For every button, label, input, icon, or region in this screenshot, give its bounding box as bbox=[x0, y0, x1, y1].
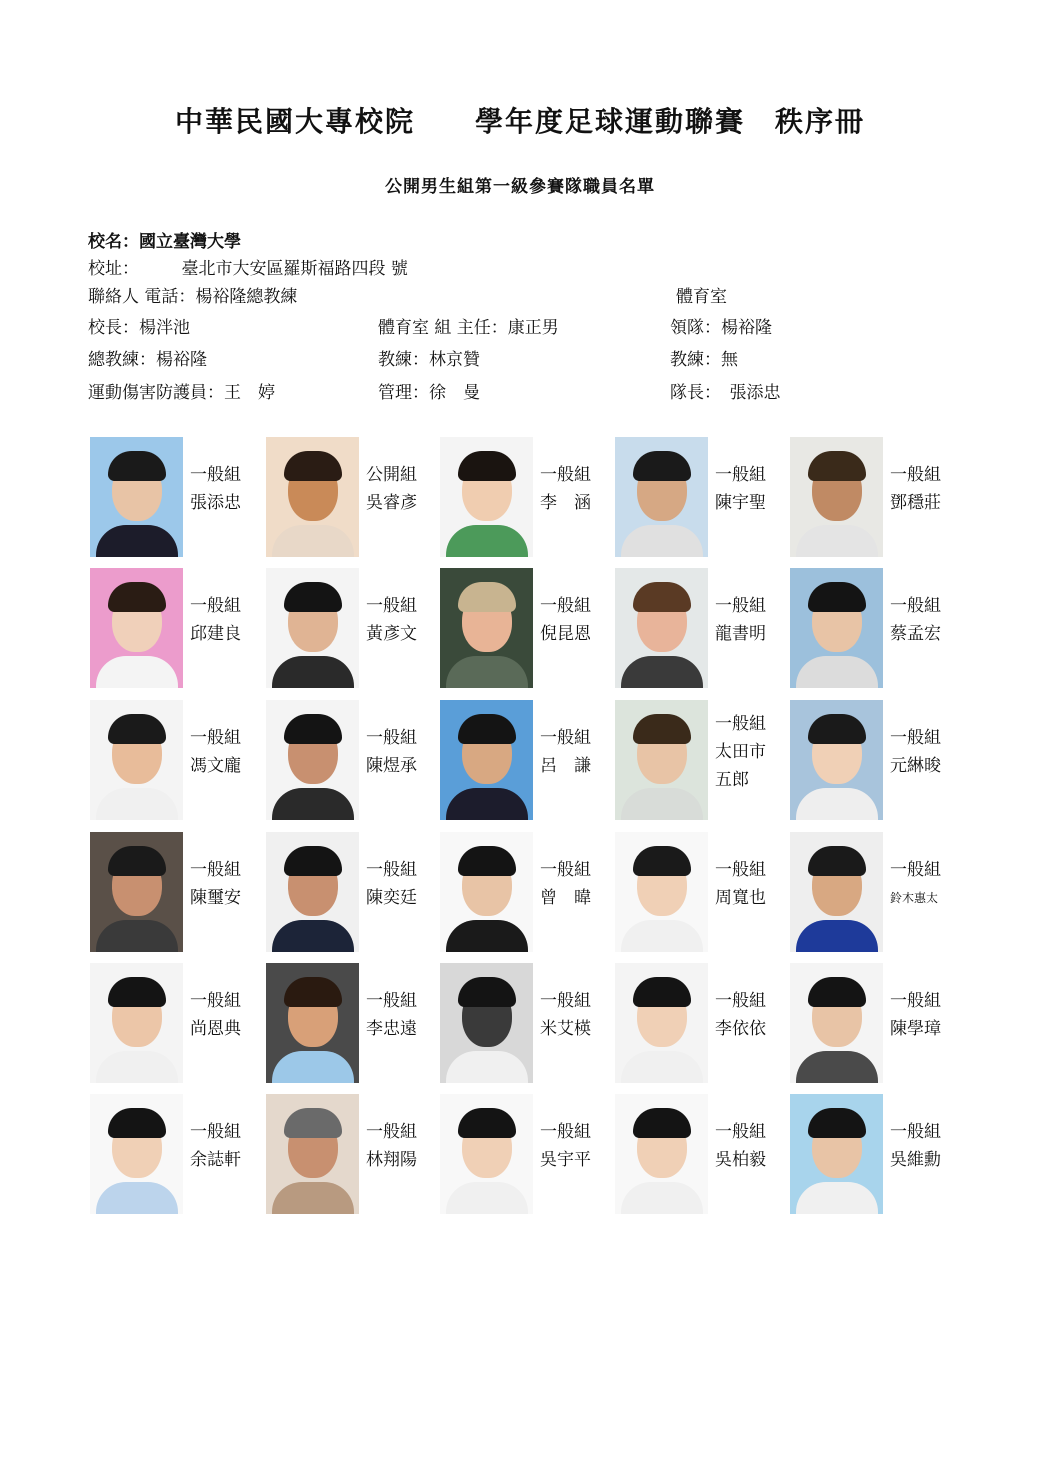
player-name: 米艾楧 bbox=[540, 1019, 591, 1039]
player-caption bbox=[366, 987, 417, 1043]
player-photo bbox=[615, 832, 708, 952]
player-name: 李依依 bbox=[715, 1019, 766, 1039]
player-card bbox=[440, 700, 612, 822]
photo-hair bbox=[633, 1108, 691, 1138]
player-group: 一般組 bbox=[890, 596, 941, 616]
player-photo bbox=[90, 437, 183, 557]
player-photo bbox=[90, 568, 183, 688]
school-address: 校址： 臺北市大安區羅斯福路四段 號 bbox=[88, 259, 408, 279]
player-caption bbox=[715, 987, 766, 1043]
photo-body bbox=[272, 1051, 354, 1083]
photo-body bbox=[96, 656, 178, 688]
player-name: 曾 暐 bbox=[540, 888, 591, 908]
player-group: 一般組 bbox=[715, 860, 766, 880]
photo-body bbox=[796, 788, 878, 820]
page-title: 中華民國大專校院 學年度足球運動聯賽 秩序冊 bbox=[174, 105, 865, 138]
player-card bbox=[790, 1094, 962, 1216]
player-caption bbox=[540, 1118, 591, 1174]
player-name: 李 涵 bbox=[540, 493, 591, 513]
player-card bbox=[615, 700, 787, 822]
player-caption bbox=[190, 592, 241, 648]
photo-hair bbox=[108, 451, 166, 481]
photo-body bbox=[272, 920, 354, 952]
head-coach: 總教練：楊裕隆 bbox=[88, 350, 207, 370]
photo-body bbox=[96, 1051, 178, 1083]
photo-hair bbox=[284, 1108, 342, 1138]
player-name: 太田市 bbox=[715, 742, 766, 762]
player-card bbox=[266, 832, 438, 954]
player-card bbox=[615, 1094, 787, 1216]
principal: 校長：楊泮池 bbox=[88, 318, 190, 338]
player-caption bbox=[715, 710, 766, 794]
player-group: 一般組 bbox=[540, 596, 591, 616]
player-caption bbox=[366, 1118, 417, 1174]
photo-hair bbox=[108, 1108, 166, 1138]
photo-body bbox=[96, 920, 178, 952]
photo-body bbox=[796, 525, 878, 557]
player-caption bbox=[890, 461, 941, 517]
player-group: 一般組 bbox=[190, 596, 241, 616]
photo-hair bbox=[458, 846, 516, 876]
player-card bbox=[266, 437, 438, 559]
player-group: 一般組 bbox=[890, 991, 941, 1011]
contact-person: 聯絡人 電話：楊裕隆總教練 bbox=[88, 287, 298, 307]
player-photo bbox=[615, 1094, 708, 1214]
photo-body bbox=[446, 1051, 528, 1083]
player-group: 一般組 bbox=[715, 1122, 766, 1142]
photo-body bbox=[96, 1182, 178, 1214]
player-caption bbox=[890, 592, 941, 648]
photo-hair bbox=[458, 1108, 516, 1138]
photo-hair bbox=[108, 846, 166, 876]
player-name: 余誌軒 bbox=[190, 1150, 241, 1170]
player-group: 一般組 bbox=[190, 1122, 241, 1142]
photo-body bbox=[796, 656, 878, 688]
photo-body bbox=[446, 920, 528, 952]
player-photo bbox=[615, 700, 708, 820]
photo-hair bbox=[808, 451, 866, 481]
player-photo bbox=[90, 832, 183, 952]
photo-hair bbox=[108, 977, 166, 1007]
photo-hair bbox=[633, 451, 691, 481]
department: 體育室 bbox=[676, 287, 727, 307]
photo-body bbox=[446, 525, 528, 557]
photo-body bbox=[446, 656, 528, 688]
photo-hair bbox=[458, 451, 516, 481]
player-name: 倪昆恩 bbox=[540, 624, 591, 644]
photo-body bbox=[621, 1051, 703, 1083]
photo-hair bbox=[633, 977, 691, 1007]
player-group: 一般組 bbox=[540, 728, 591, 748]
player-photo bbox=[615, 963, 708, 1083]
player-card bbox=[90, 832, 262, 954]
photo-body bbox=[446, 1182, 528, 1214]
player-name: 林翔陽 bbox=[366, 1150, 417, 1170]
player-card bbox=[90, 568, 262, 690]
player-caption bbox=[540, 592, 591, 648]
player-group: 一般組 bbox=[715, 596, 766, 616]
player-card bbox=[615, 568, 787, 690]
player-card bbox=[790, 832, 962, 954]
photo-body bbox=[272, 656, 354, 688]
player-group: 公開組 bbox=[366, 465, 417, 485]
player-card bbox=[440, 832, 612, 954]
player-caption bbox=[190, 724, 241, 780]
photo-body bbox=[796, 920, 878, 952]
team-manager: 管理：徐 曼 bbox=[378, 383, 480, 403]
player-group: 一般組 bbox=[890, 465, 941, 485]
coach-1: 教練：林京贊 bbox=[378, 350, 480, 370]
player-photo bbox=[266, 437, 359, 557]
player-name: 鄧穩莊 bbox=[890, 493, 941, 513]
player-photo bbox=[615, 437, 708, 557]
player-photo bbox=[440, 1094, 533, 1214]
player-caption bbox=[715, 461, 766, 517]
player-photo bbox=[440, 437, 533, 557]
page-subtitle: 公開男生組第一級參賽隊職員名單 bbox=[385, 177, 655, 197]
photo-hair bbox=[808, 1108, 866, 1138]
player-name: 龍書明 bbox=[715, 624, 766, 644]
player-card bbox=[790, 700, 962, 822]
player-photo bbox=[615, 568, 708, 688]
player-group: 一般組 bbox=[366, 991, 417, 1011]
player-caption bbox=[190, 461, 241, 517]
team-captain: 隊長： 張添忠 bbox=[670, 383, 781, 403]
photo-body bbox=[621, 920, 703, 952]
photo-hair bbox=[633, 846, 691, 876]
player-group: 一般組 bbox=[540, 1122, 591, 1142]
photo-hair bbox=[633, 714, 691, 744]
player-caption bbox=[715, 856, 766, 912]
player-photo bbox=[90, 963, 183, 1083]
player-group: 一般組 bbox=[890, 728, 941, 748]
player-name: 吳維勳 bbox=[890, 1150, 941, 1170]
athletic-trainer: 運動傷害防護員：王 婷 bbox=[88, 383, 275, 403]
player-group: 一般組 bbox=[715, 714, 766, 734]
photo-hair bbox=[808, 714, 866, 744]
player-photo bbox=[790, 437, 883, 557]
photo-body bbox=[272, 1182, 354, 1214]
player-group: 一般組 bbox=[890, 860, 941, 880]
player-card bbox=[440, 963, 612, 1085]
player-photo bbox=[266, 1094, 359, 1214]
player-name: 呂 謙 bbox=[540, 756, 591, 776]
player-group: 一般組 bbox=[190, 465, 241, 485]
player-group: 一般組 bbox=[190, 860, 241, 880]
player-caption bbox=[890, 724, 941, 780]
player-card bbox=[266, 700, 438, 822]
photo-hair bbox=[284, 582, 342, 612]
photo-body bbox=[796, 1051, 878, 1083]
photo-hair bbox=[284, 451, 342, 481]
player-name: 馮文龐 bbox=[190, 756, 241, 776]
pe-director: 體育室 組 主任：康正男 bbox=[378, 318, 559, 338]
player-caption bbox=[540, 856, 591, 912]
player-card bbox=[90, 963, 262, 1085]
player-caption bbox=[190, 1118, 241, 1174]
player-card bbox=[440, 568, 612, 690]
player-card bbox=[266, 1094, 438, 1216]
photo-body bbox=[621, 525, 703, 557]
player-group: 一般組 bbox=[366, 596, 417, 616]
player-name: 元綝晙 bbox=[890, 756, 941, 776]
player-photo bbox=[790, 963, 883, 1083]
player-card bbox=[440, 1094, 612, 1216]
player-group: 一般組 bbox=[366, 1122, 417, 1142]
photo-hair bbox=[108, 582, 166, 612]
player-caption bbox=[366, 592, 417, 648]
photo-hair bbox=[458, 977, 516, 1007]
player-photo bbox=[790, 1094, 883, 1214]
player-name: 邱建良 bbox=[190, 624, 241, 644]
player-caption bbox=[540, 461, 591, 517]
team-leader: 領隊：楊裕隆 bbox=[670, 318, 772, 338]
photo-body bbox=[621, 788, 703, 820]
player-caption bbox=[715, 592, 766, 648]
player-name: 李忠遠 bbox=[366, 1019, 417, 1039]
player-group: 一般組 bbox=[190, 728, 241, 748]
player-caption bbox=[540, 724, 591, 780]
player-card bbox=[266, 568, 438, 690]
player-name-cont: 五郎 bbox=[715, 770, 749, 790]
photo-hair bbox=[284, 846, 342, 876]
player-caption bbox=[715, 1118, 766, 1174]
player-photo bbox=[90, 700, 183, 820]
photo-hair bbox=[458, 714, 516, 744]
photo-hair bbox=[808, 846, 866, 876]
player-photo bbox=[90, 1094, 183, 1214]
player-group: 一般組 bbox=[890, 1122, 941, 1142]
photo-body bbox=[621, 1182, 703, 1214]
player-name: 吳宇平 bbox=[540, 1150, 591, 1170]
player-name: 鈴木惠太 bbox=[890, 891, 939, 905]
photo-body bbox=[621, 656, 703, 688]
player-group: 一般組 bbox=[715, 465, 766, 485]
player-card bbox=[615, 437, 787, 559]
player-caption bbox=[366, 856, 417, 912]
player-group: 一般組 bbox=[190, 991, 241, 1011]
photo-hair bbox=[633, 582, 691, 612]
photo-body bbox=[446, 788, 528, 820]
player-card bbox=[790, 568, 962, 690]
player-name: 黃彥文 bbox=[366, 624, 417, 644]
photo-hair bbox=[808, 582, 866, 612]
photo-hair bbox=[458, 582, 516, 612]
photo-body bbox=[96, 525, 178, 557]
player-caption bbox=[890, 856, 941, 912]
player-card bbox=[90, 437, 262, 559]
player-name: 陳璽安 bbox=[190, 888, 241, 908]
player-caption bbox=[890, 1118, 941, 1174]
player-group: 一般組 bbox=[715, 991, 766, 1011]
player-card bbox=[90, 1094, 262, 1216]
player-caption bbox=[366, 461, 417, 517]
player-photo bbox=[790, 832, 883, 952]
photo-body bbox=[796, 1182, 878, 1214]
player-group: 一般組 bbox=[366, 728, 417, 748]
player-group: 一般組 bbox=[366, 860, 417, 880]
photo-hair bbox=[808, 977, 866, 1007]
player-name: 陳奕廷 bbox=[366, 888, 417, 908]
player-photo bbox=[790, 568, 883, 688]
school-name: 校名：國立臺灣大學 bbox=[88, 232, 241, 252]
player-caption bbox=[190, 856, 241, 912]
photo-body bbox=[96, 788, 178, 820]
player-card bbox=[615, 832, 787, 954]
player-photo bbox=[266, 832, 359, 952]
player-card bbox=[790, 437, 962, 559]
player-photo bbox=[440, 963, 533, 1083]
player-name: 吳柏毅 bbox=[715, 1150, 766, 1170]
coach-2: 教練：無 bbox=[670, 350, 738, 370]
player-name: 陳煜承 bbox=[366, 756, 417, 776]
player-photo bbox=[440, 832, 533, 952]
player-name: 陳學璋 bbox=[890, 1019, 941, 1039]
player-photo bbox=[790, 700, 883, 820]
photo-hair bbox=[108, 714, 166, 744]
player-group: 一般組 bbox=[540, 465, 591, 485]
player-name: 陳宇聖 bbox=[715, 493, 766, 513]
player-group: 一般組 bbox=[540, 860, 591, 880]
player-name: 周寬也 bbox=[715, 888, 766, 908]
player-photo bbox=[440, 568, 533, 688]
photo-hair bbox=[284, 714, 342, 744]
player-card bbox=[266, 963, 438, 1085]
player-photo bbox=[266, 963, 359, 1083]
player-caption bbox=[190, 987, 241, 1043]
player-name: 吳睿彥 bbox=[366, 493, 417, 513]
player-caption bbox=[366, 724, 417, 780]
player-name: 張添忠 bbox=[190, 493, 241, 513]
player-group: 一般組 bbox=[540, 991, 591, 1011]
photo-body bbox=[272, 788, 354, 820]
player-name: 尚恩典 bbox=[190, 1019, 241, 1039]
player-card bbox=[615, 963, 787, 1085]
player-photo bbox=[266, 568, 359, 688]
player-card bbox=[790, 963, 962, 1085]
player-name: 蔡孟宏 bbox=[890, 624, 941, 644]
player-card bbox=[90, 700, 262, 822]
player-caption bbox=[540, 987, 591, 1043]
photo-body bbox=[272, 525, 354, 557]
player-photo bbox=[440, 700, 533, 820]
photo-hair bbox=[284, 977, 342, 1007]
player-caption bbox=[890, 987, 941, 1043]
player-card bbox=[440, 437, 612, 559]
player-photo bbox=[266, 700, 359, 820]
